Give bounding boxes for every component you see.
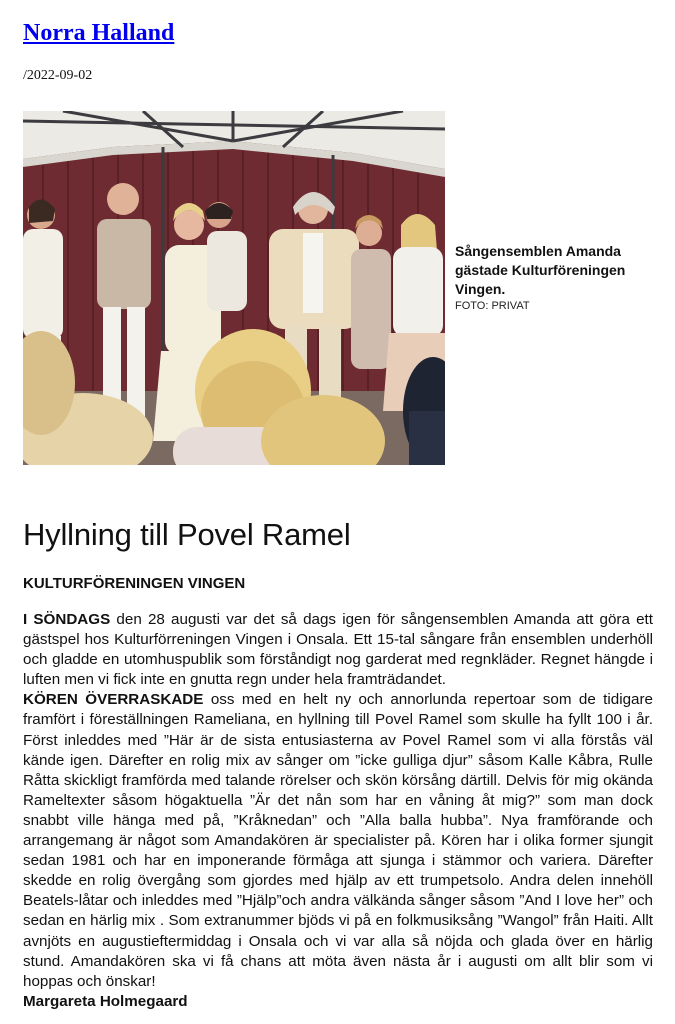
- article-body: [23, 610, 653, 1012]
- article-subhead: KULTURFÖRENINGEN VINGEN: [23, 575, 246, 592]
- author-name: Margareta Holmegaard: [23, 992, 188, 1010]
- article-headline: Hyllning till Povel Ramel: [23, 517, 351, 552]
- publish-date: /2022-09-02: [23, 68, 93, 83]
- paragraph-1: den 28 augusti var det så dags igen för sångensemblen Amanda att göra ett gästspel hos Kulturförreningen Vingen i Onsala. Ett 15-tal sångare från ensemblen underhöll och gladde en utomhuspublik som förståndigt nog garderat med regnkläder. Regnet hängde i luften men vi fick inte en gnutta regn under hela framträdandet.: [23, 611, 653, 689]
- lead-in-2: KÖREN ÖVERRASKADE: [23, 691, 204, 709]
- photo-credit: FOTO: PRIVAT: [455, 300, 530, 312]
- article-photo: [23, 111, 445, 465]
- caption-text: Sångensemblen Amanda gästade Kulturföreningen Vingen.: [455, 243, 626, 297]
- paragraph-2: oss med en helt ny och annorlunda repertoar som de tidigare framfört i föreställningen Rameliana, en hyllning till Povel Ramel som skulle ha fyllt 100 i år. Först inleddes med ”Här är de sista entusiasterna av Povel Ramel som vi alla förstås väl kände igen. Därefter en rolig mix av sånger om ”icke gulliga djur” såsom Kalle Kåbra, Rulle Råtta skickligt framförda med talande rörelser och skön körsång därtill. Delvis för mig okända Rameltexter såsom högaktuella ”Är det nån som har en våning åt mig?” som man dock snabbt ville hänga med på, ”Kråknedan” och ”Alla balla hubba”. Nya framförande och arrangemang är något som Amandakören är specialister på. Kören har i olika former sjungit sedan 1981 och har en imponerande förmåga att sjunga i stämmor och variera. Därefter skedde en rolig övergång som gjordes med hjälp av ett trumpetsolo. Andra delen innehöll Beatels-låtar och inleddes med ”Hjälp”och andra välkända sånger såsom ”And I love her” och sedan en härlig mix . Som extranummer bjöds vi på en folkmusiksång ”Wangol” från Haiti. Allt avnjöts en augustieftermiddag i Onsala och vi var alla så nöjda och glada över en härlig stund. Amandakören ska vi få chans att möta även nästa år i augusti om allt blir som vi hoppas och önskar!: [23, 691, 653, 990]
- photo-caption: [455, 242, 660, 313]
- site-title-link[interactable]: Norra Halland: [23, 20, 175, 46]
- lead-in: I SÖNDAGS: [23, 611, 111, 628]
